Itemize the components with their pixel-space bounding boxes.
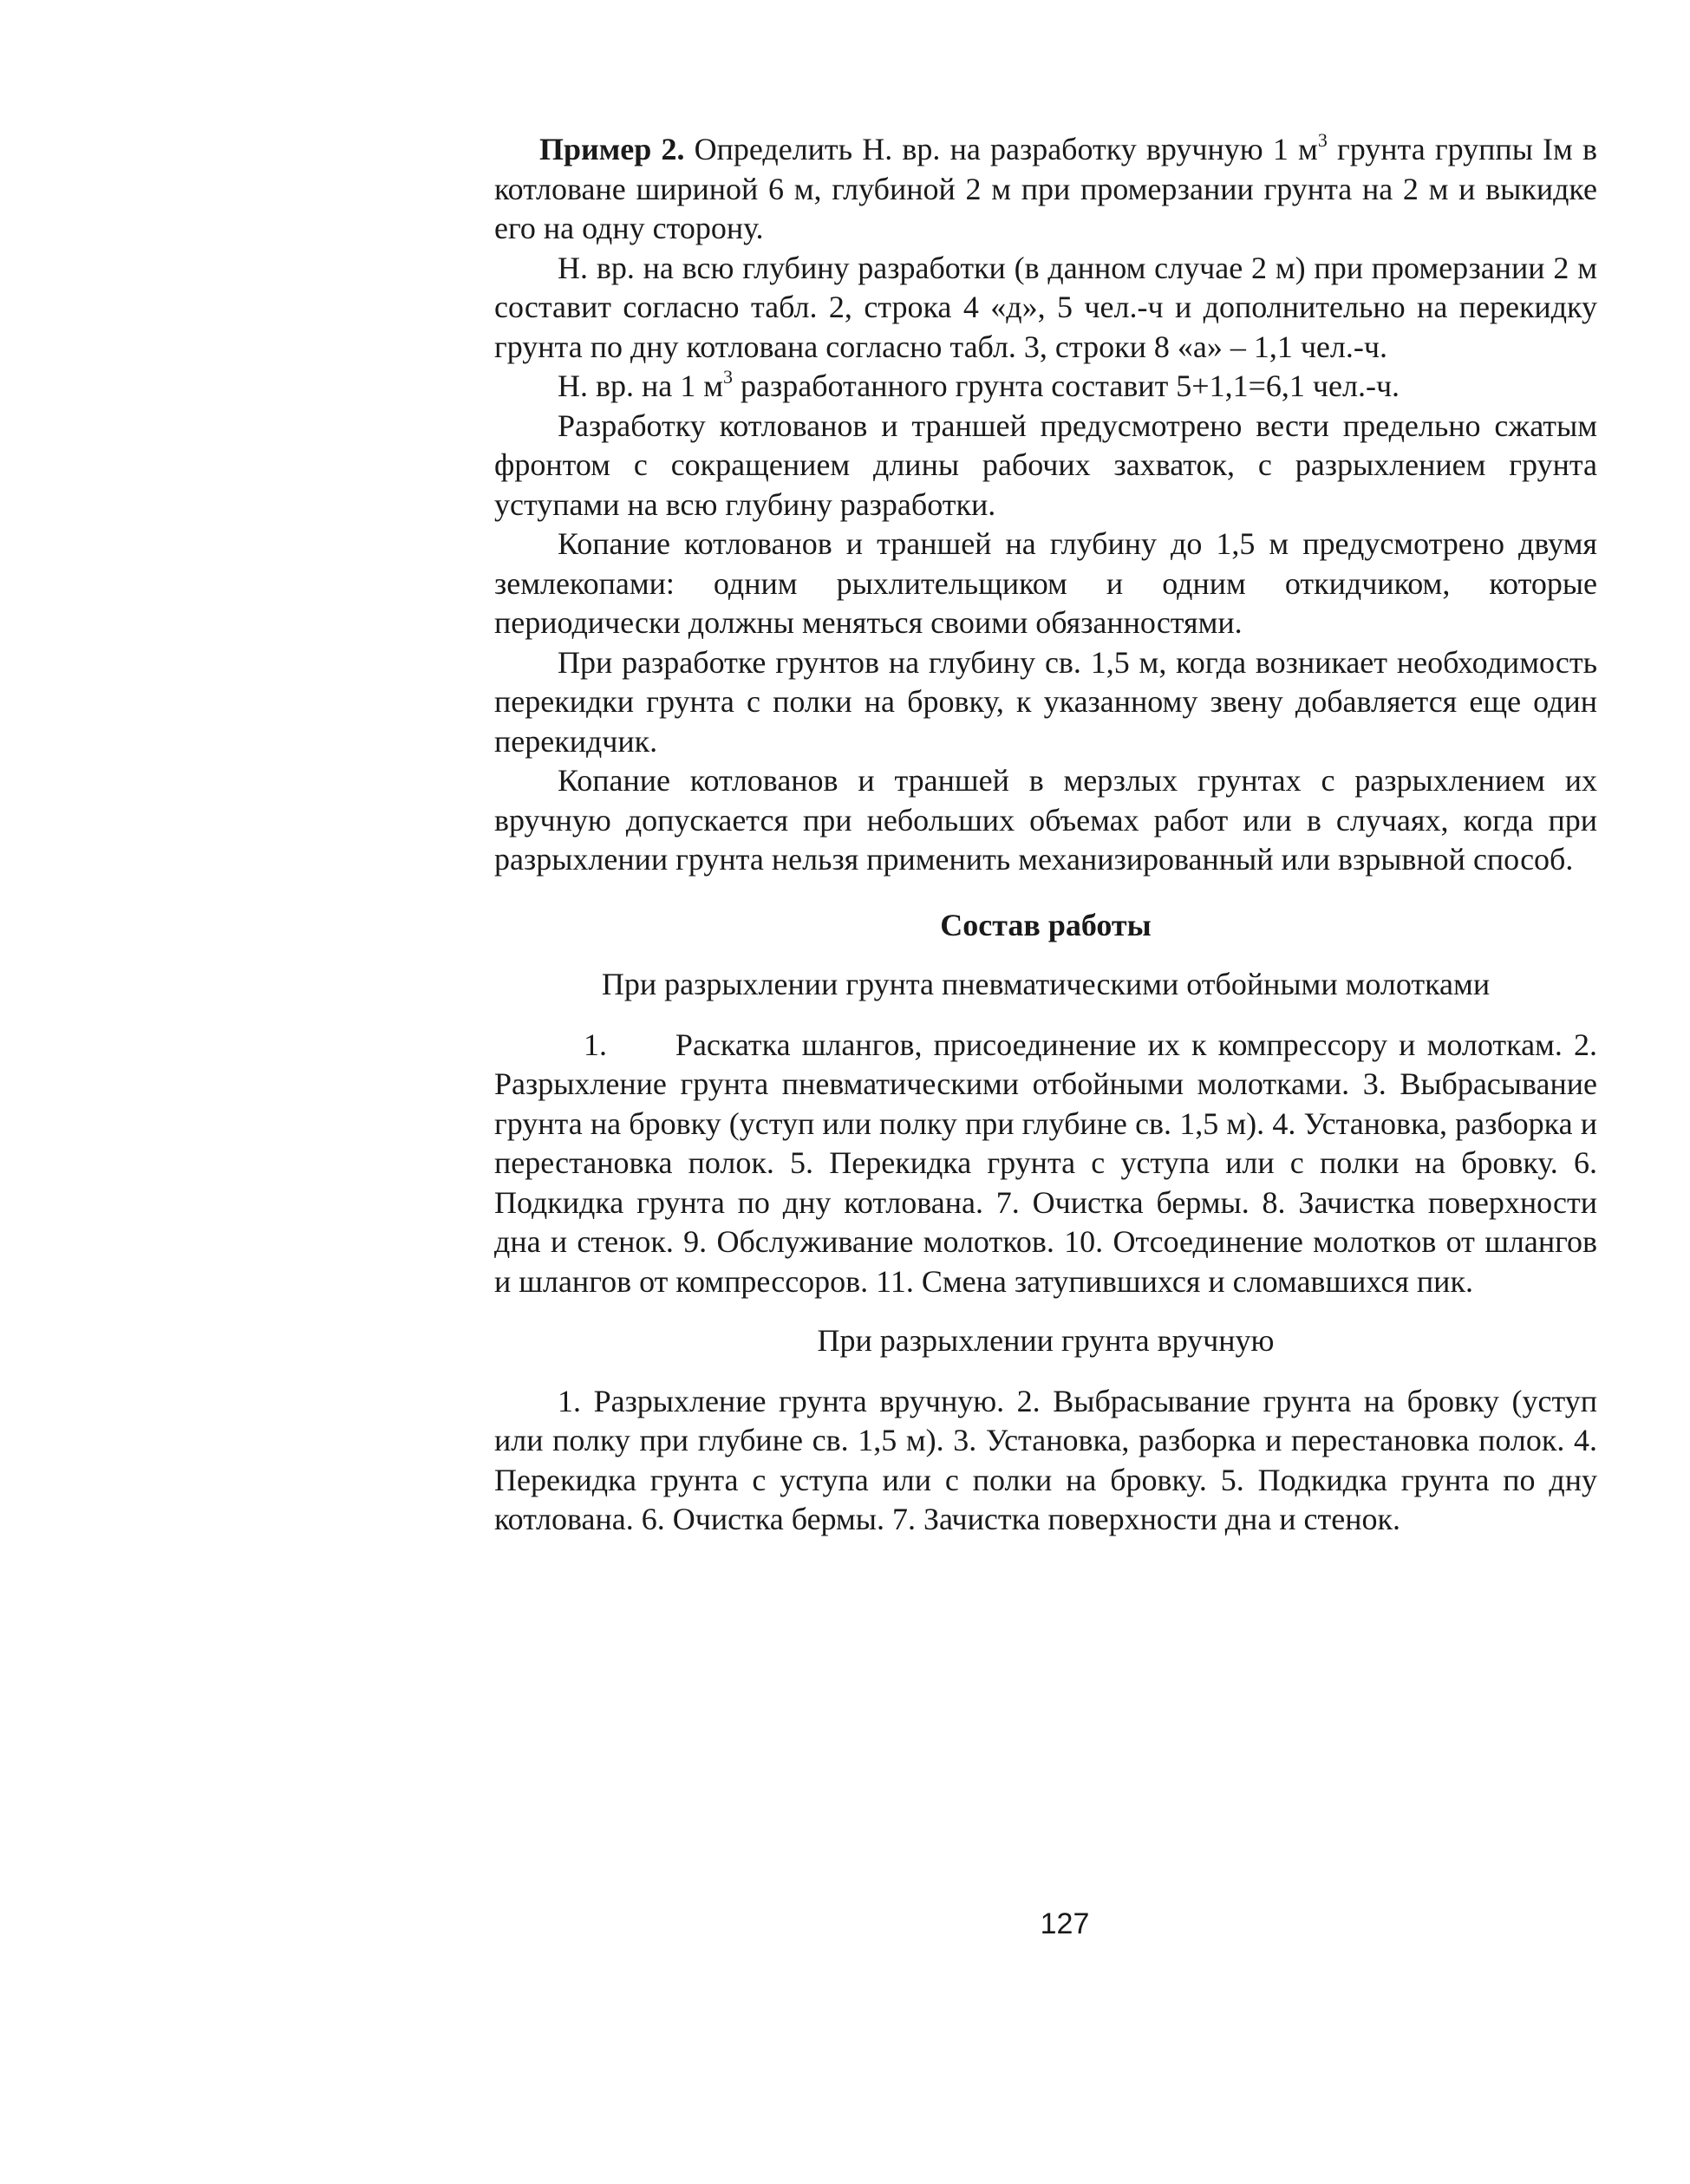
paragraph-frozen: Копание котлованов и траншей в мерзлых грунтах с разрыхлением их вручную допускается при небольших объемах работ или в случаях, когда при разрыхлении грунта нельзя применить механизированный или взрывной способ. <box>494 763 1597 877</box>
cubic-superscript: 3 <box>1317 129 1328 151</box>
work-list-pneumatic: 1. Раскатка шлангов, присоединение их к компрессору и молоткам. 2. Разрыхление грунта пневматическими отбойными молотками. 3. Выбрасывание грунта на бровку (уступ или полку при глубине св. 1,5 м). 4. Установка, разборка и перестановка полок. 5. Перекидка грунта с уступа или с полки на бровку. 6. Подкидка грунта по дну котлована. 7. Очистка бермы. 8. Зачистка поверхности дна и стенок. 9. Обслуживание молотков. 10. Отсоединение молотков от шлангов и шлангов от компрессоров. 11. Смена затупившихся и сломавшихся пик. <box>494 1027 1597 1299</box>
subsection-pneumatic: При разрыхлении грунта пневматическими отбойными молотками <box>601 967 1491 1001</box>
subsection-manual: При разрыхлении грунта вручную <box>817 1323 1275 1358</box>
work-list-manual: 1. Разрыхление грунта вручную. 2. Выбрасывание грунта на бровку (уступ или полку при глубине св. 1,5 м). 3. Установка, разборка и перестановка полок. 4. Перекидка грунта с уступа или с полки на бровку. 5. Подкидка грунта по дну котлована. 6. Очистка бермы. 7. Зачистка поверхности дна и стенок. <box>494 1383 1597 1536</box>
cubic-superscript: 3 <box>723 366 734 388</box>
section-title: Состав работы <box>940 907 1152 942</box>
norm-total-text-a: Н. вр. на 1 м <box>558 368 724 403</box>
example-text-b: грунта группы Iм в котловане шириной 6 м, глубиной 2 м при промерзании грунта на 2 м и выкидке его на одну сторону. <box>494 132 1597 245</box>
paragraph-norm-total <box>494 367 1597 407</box>
norm-total-text-b: разработанного грунта составит 5+1,1=6,1 чел.-ч. <box>733 368 1400 403</box>
example-text-a: Определить Н. вр. на разработку вручную 1 м <box>684 132 1318 166</box>
page-body <box>494 130 1597 1540</box>
page-number: 127 <box>1040 1907 1090 1940</box>
paragraph-norm-time: Н. вр. на всю глубину разработки (в данном случае 2 м) при промерзании 2 м составит согласно табл. 2, строка 4 «д», 5 чел.-ч и дополнительно на перекидку грунта по дну котлована согласно табл. 3, строки 8 «а» – 1,1 чел.-ч. <box>494 250 1597 364</box>
paragraph-deep: При разработке грунтов на глубину св. 1,5 м, когда возникает необходимость перекидки грунта с полки на бровку, к указанному звену добавляется еще один перекидчик. <box>494 644 1597 759</box>
example-label: Пример 2. <box>539 132 685 166</box>
paragraph-front: Разработку котлованов и траншей предусмотрено вести предельно сжатым фронтом с сокращением длины рабочих захваток, с разрыхлением грунта уступами на всю глубину разработки. <box>494 407 1597 522</box>
paragraph-diggers: Копание котлованов и траншей на глубину до 1,5 м предусмотрено двумя землекопами: одним рыхлительщиком и одним откидчиком, которые периодически должны меняться своими обязанностями. <box>494 526 1597 640</box>
example-paragraph <box>494 130 1597 249</box>
